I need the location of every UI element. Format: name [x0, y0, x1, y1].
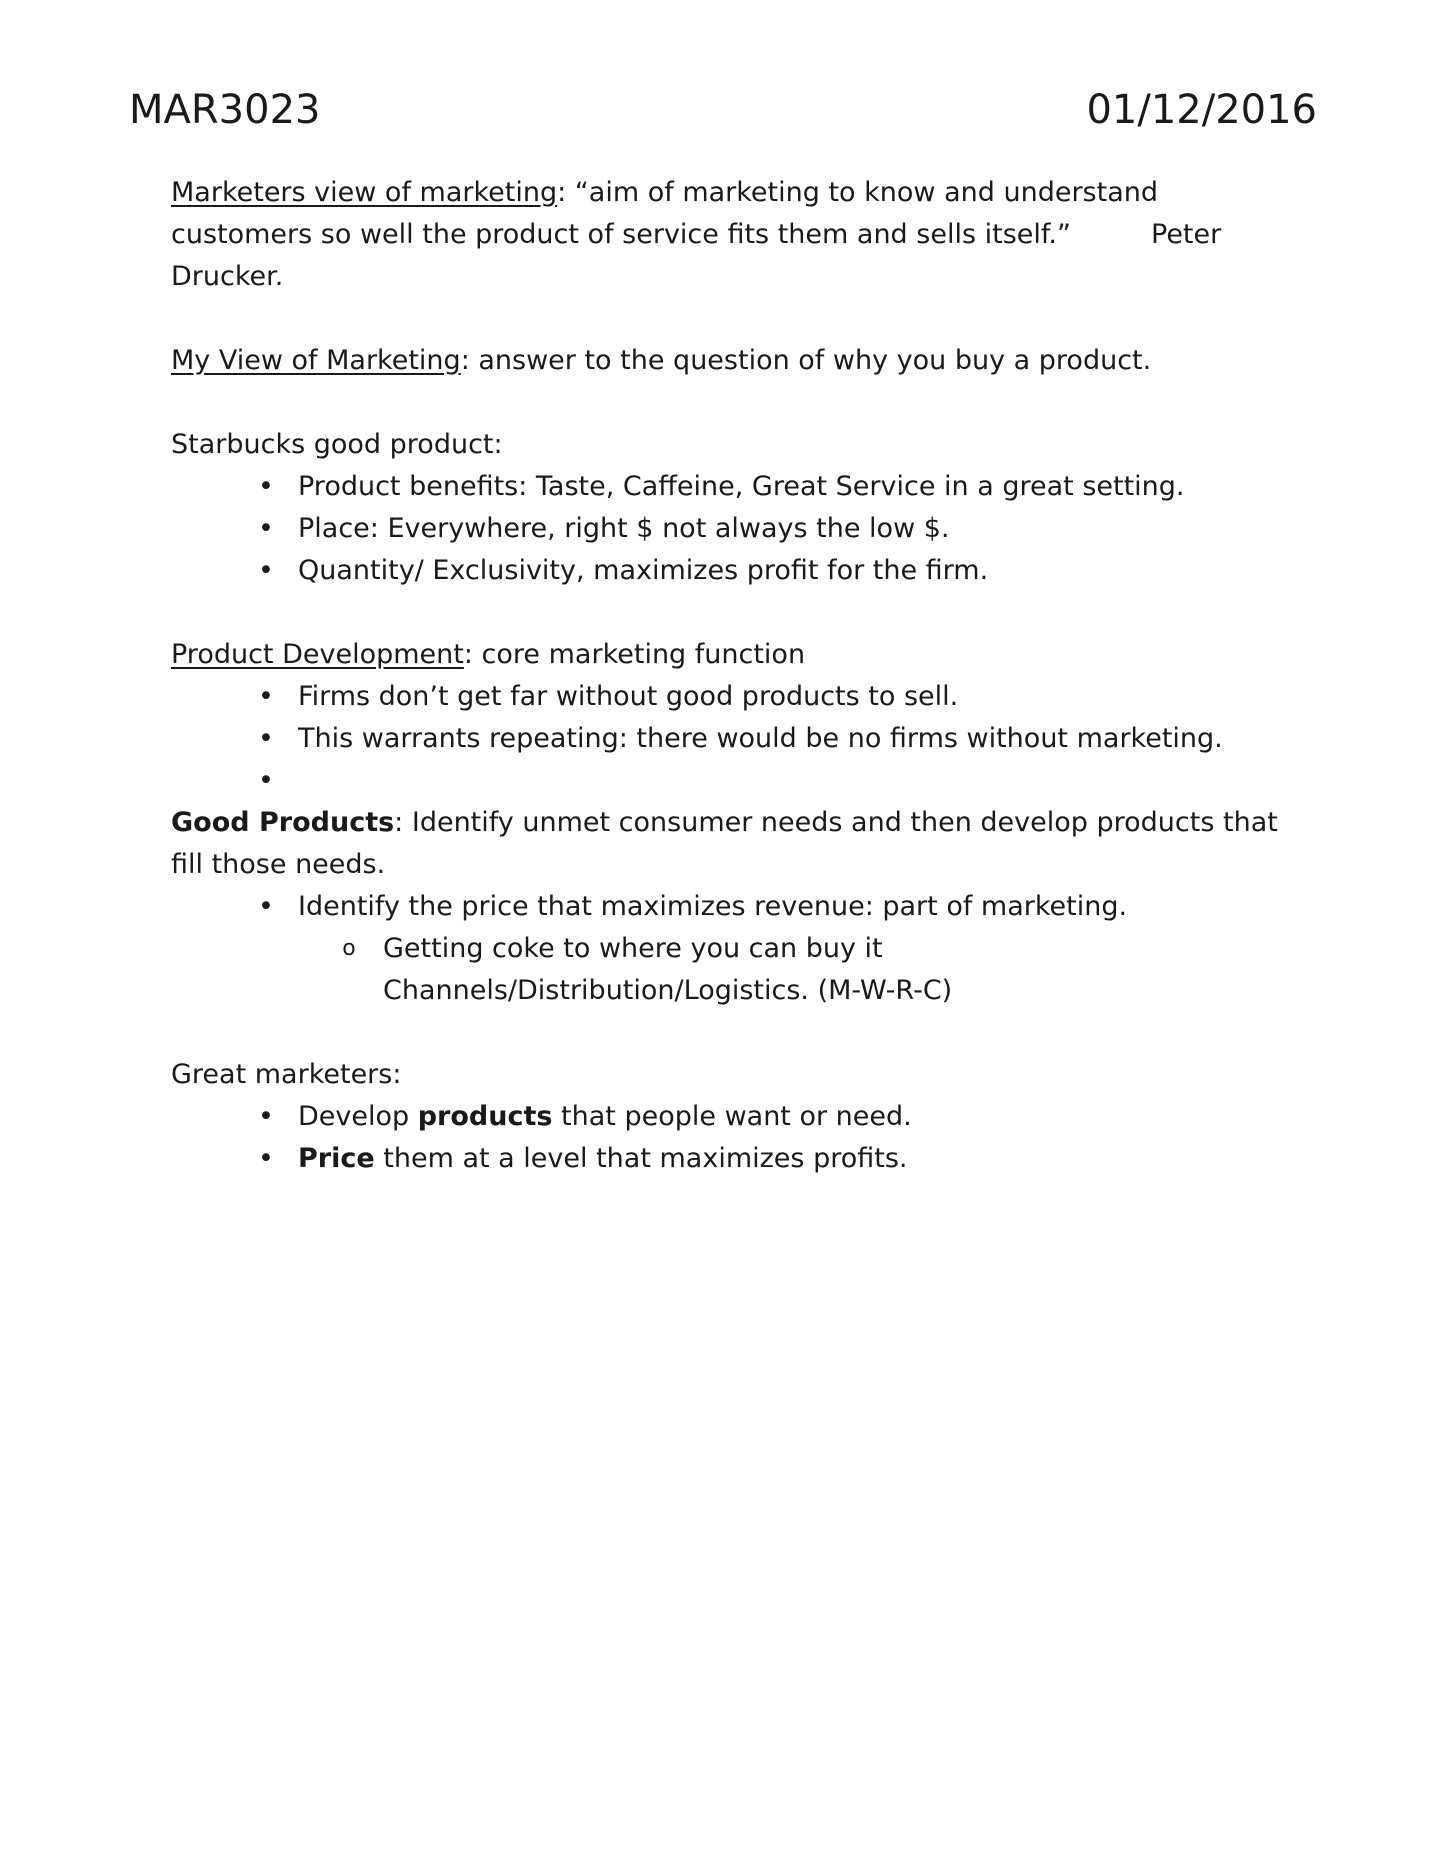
- product-development-list: [171, 676, 1291, 802]
- good-products-list: [171, 886, 1291, 928]
- bullet-icon: •: [258, 555, 274, 586]
- bullet-icon: •: [258, 471, 274, 502]
- list-item-text: This warrants repeating: there would be no firms without marketing.: [298, 723, 1223, 754]
- bullet-icon: •: [258, 765, 274, 796]
- course-code: MAR3023: [129, 87, 321, 133]
- product-development-text: : core marketing function: [463, 639, 806, 670]
- bullet-icon: •: [258, 681, 274, 712]
- list-item: [171, 760, 1291, 802]
- bullet-icon: •: [258, 891, 274, 922]
- document-header: [129, 86, 1317, 134]
- marketers-view-text: : “aim of marketing to know and understand customers so well the product of service fits them and sells itself.”: [171, 177, 1158, 250]
- list-item-text-post: that people want or need.: [552, 1101, 912, 1132]
- list-item-text: Firms don’t get far without good products to sell.: [298, 681, 959, 712]
- bullet-icon: •: [258, 1101, 274, 1132]
- spacer: [171, 382, 1291, 424]
- my-view-text: : answer to the question of why you buy a product.: [460, 345, 1152, 376]
- list-item: [171, 508, 1291, 550]
- good-products-text: : Identify unmet consumer needs and then develop products that fill those needs.: [171, 807, 1278, 880]
- starbucks-list: [171, 466, 1291, 592]
- good-products-sublist: [171, 928, 1291, 1012]
- list-item: [171, 550, 1291, 592]
- list-item: [171, 718, 1291, 760]
- spacer: [171, 298, 1291, 340]
- marketers-view-paragraph: [171, 172, 1291, 298]
- product-development-paragraph: [171, 634, 1291, 676]
- spacer: [171, 592, 1291, 634]
- list-item: [171, 1138, 1291, 1180]
- starbucks-heading: Starbucks good product:: [171, 429, 503, 460]
- list-item-text: Product benefits: Taste, Caffeine, Great Service in a great setting.: [298, 471, 1185, 502]
- list-item: [171, 1096, 1291, 1138]
- bullet-icon: •: [258, 513, 274, 544]
- list-item-text: Quantity/ Exclusivity, maximizes profit for the firm.: [298, 555, 989, 586]
- list-item: [171, 928, 1291, 1012]
- marketers-view-label: Marketers view of marketing: [171, 177, 558, 208]
- great-marketers-list: [171, 1096, 1291, 1180]
- quote-attribution: Peter Drucker.: [171, 219, 1222, 292]
- list-item: [171, 676, 1291, 718]
- list-item-text-pre: Develop: [298, 1101, 418, 1132]
- great-marketers-heading: Great marketers:: [171, 1059, 402, 1090]
- good-products-paragraph: [171, 802, 1291, 886]
- list-item-text-bold: products: [417, 1101, 553, 1132]
- product-development-label: Product Development: [171, 639, 464, 670]
- sub-bullet-icon: o: [342, 936, 356, 961]
- bullet-icon: •: [258, 723, 274, 754]
- list-item-text-bold: Price: [298, 1143, 375, 1174]
- my-view-paragraph: [171, 340, 1291, 382]
- list-item-text-post: them at a level that maximizes profits.: [374, 1143, 908, 1174]
- my-view-label: My View of Marketing: [171, 345, 461, 376]
- spacer: [171, 1012, 1291, 1054]
- list-item: [171, 466, 1291, 508]
- document-date: 01/12/2016: [1086, 87, 1317, 133]
- list-item-text: Getting coke to where you can buy it Channels/Distribution/Logistics. (M-W-R-C): [383, 933, 953, 1006]
- list-item: [171, 886, 1291, 928]
- bullet-icon: •: [258, 1143, 274, 1174]
- notes-body: [171, 172, 1291, 1180]
- list-item-text: Place: Everywhere, right $ not always the low $.: [298, 513, 950, 544]
- good-products-label: Good Products: [171, 807, 395, 838]
- list-item-text: Identify the price that maximizes revenue: part of marketing.: [298, 891, 1128, 922]
